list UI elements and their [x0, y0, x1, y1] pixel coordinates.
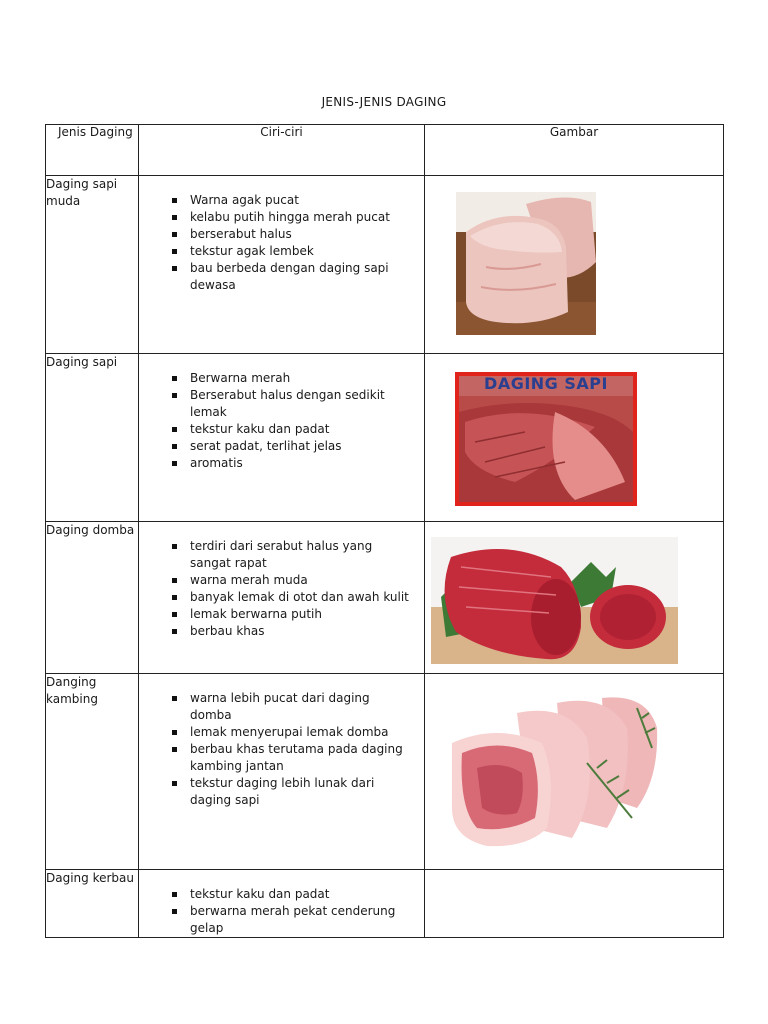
traits-list: [139, 176, 424, 294]
trait-item: berwarna merah pekat cenderung gelap: [172, 903, 414, 937]
trait-item: kelabu putih hingga merah pucat: [172, 209, 414, 226]
traits-list: [139, 354, 424, 472]
image-cell: [425, 354, 724, 522]
traits-cell: [139, 870, 425, 938]
table-row: [46, 354, 724, 522]
meat-type-name: Daging kerbau: [46, 870, 139, 938]
beef-photo-caption: DAGING SAPI: [484, 374, 608, 393]
traits-cell: [139, 354, 425, 522]
meat-types-table: [45, 124, 724, 938]
trait-item: banyak lemak di otot dan awah kulit: [172, 589, 414, 606]
meat-type-name: Daging domba: [46, 522, 139, 674]
table-header-row: [46, 125, 724, 176]
table-row: [46, 522, 724, 674]
table-row: [46, 176, 724, 354]
image-cell: [425, 674, 724, 870]
trait-item: tekstur agak lembek: [172, 243, 414, 260]
trait-item: Berwarna merah: [172, 370, 414, 387]
image-cell: [425, 176, 724, 354]
trait-item: Warna agak pucat: [172, 192, 414, 209]
meat-type-name: Danging kambing: [46, 674, 139, 870]
traits-list: [139, 522, 424, 640]
trait-item: Berserabut halus dengan sedikit lemak: [172, 387, 414, 421]
header-image: Gambar: [425, 125, 724, 176]
traits-list: [139, 870, 424, 937]
table-row: [46, 870, 724, 938]
trait-item: serat padat, terlihat jelas: [172, 438, 414, 455]
lamb-photo: [431, 537, 678, 664]
trait-item: lemak berwarna putih: [172, 606, 414, 623]
goat-photo: [447, 688, 662, 854]
header-type: Jenis Daging: [46, 125, 139, 176]
trait-item: berserabut halus: [172, 226, 414, 243]
document-title: JENIS-JENIS DAGING: [321, 95, 447, 109]
trait-item: terdiri dari serabut halus yang sangat rapat: [172, 538, 414, 572]
trait-item: lemak menyerupai lemak domba: [172, 724, 414, 741]
header-traits: Ciri-ciri: [139, 125, 425, 176]
meat-type-name: Daging sapi: [46, 354, 139, 522]
veal-photo: [456, 192, 596, 335]
trait-item: tekstur kaku dan padat: [172, 421, 414, 438]
traits-list: [139, 674, 424, 809]
trait-item: aromatis: [172, 455, 414, 472]
trait-item: berbau khas: [172, 623, 414, 640]
trait-item: warna lebih pucat dari daging domba: [172, 690, 414, 724]
traits-cell: [139, 176, 425, 354]
table-row: [46, 674, 724, 870]
meat-type-name: Daging sapi muda: [46, 176, 139, 354]
trait-item: tekstur daging lebih lunak dari daging sapi: [172, 775, 414, 809]
traits-cell: [139, 674, 425, 870]
trait-item: warna merah muda: [172, 572, 414, 589]
trait-item: tekstur kaku dan padat: [172, 886, 414, 903]
trait-item: berbau khas terutama pada daging kambing jantan: [172, 741, 414, 775]
image-cell: [425, 522, 724, 674]
image-cell-empty: [425, 870, 724, 938]
trait-item: bau berbeda dengan daging sapi dewasa: [172, 260, 414, 294]
traits-cell: [139, 522, 425, 674]
